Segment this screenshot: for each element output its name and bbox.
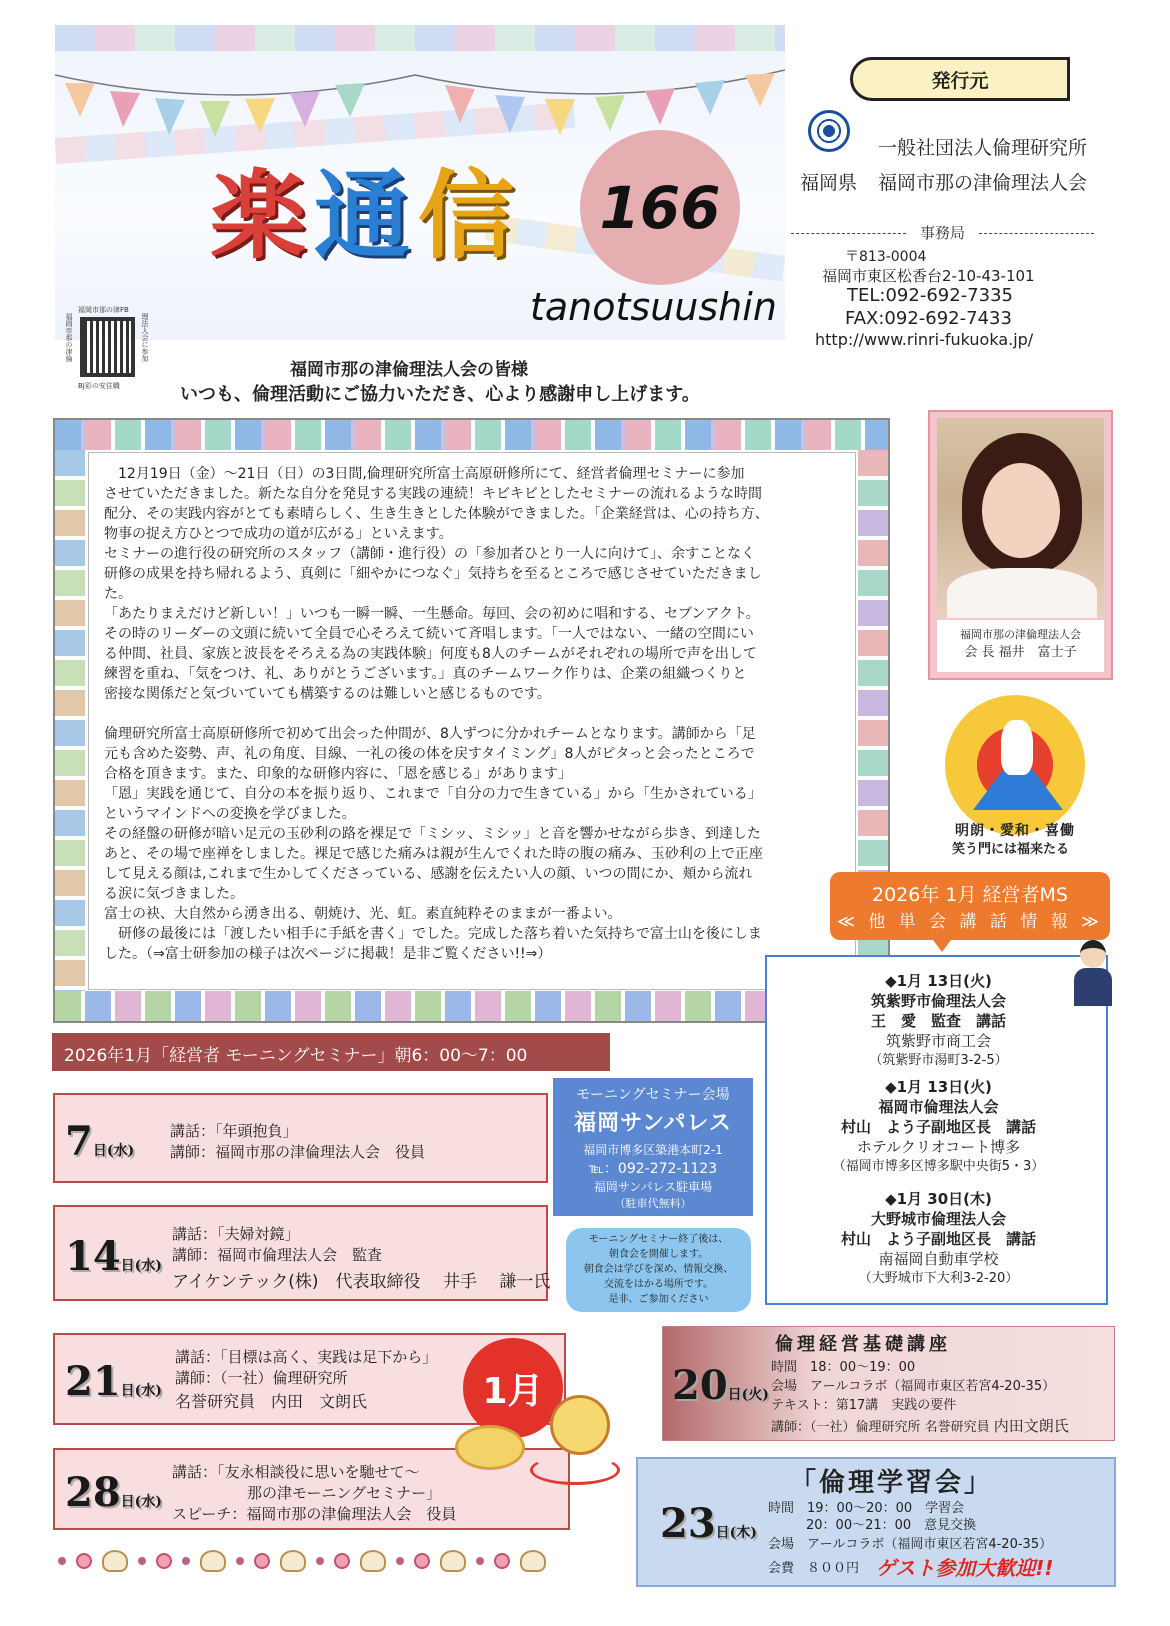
breakfast-line: 朝食会を開催します。 (608, 1249, 709, 1260)
basic-course-day-suffix: 日 (727, 1387, 742, 1403)
title-romaji: tanotsuushin (530, 285, 777, 329)
session-weekday: (水) (134, 1383, 162, 1399)
president-caption (937, 620, 1104, 672)
venue-address: 福岡市博多区築港本町2-1 (583, 1143, 723, 1157)
seminar-venue (553, 1078, 753, 1216)
basic-course-day (672, 1362, 769, 1409)
entry-speaker: 王 愛 監査 講話 (870, 1012, 1006, 1030)
entry-branch: 大野城市倫理法人会 (870, 1210, 1006, 1228)
session-day-number: 14 (65, 1233, 121, 1280)
study-group-fee: 会費 ８００円 (768, 1561, 860, 1576)
basic-course-venue: 会場 アールコラボ（福岡市東区若宮4-20-35） (771, 1379, 1056, 1394)
entry-speaker: 村山 よう子副地区長 講話 (840, 1118, 1036, 1136)
article-body (104, 464, 844, 964)
publisher-prefecture: 福岡県 (800, 172, 858, 194)
article-line: その経盤の研修が暗い足元の玉砂利の路を裸足で「ミシッ、ミシッ」と音を響かせながら歩き、到達した (104, 826, 761, 842)
publisher-badge: 発行元 (850, 57, 1070, 101)
basic-course-time: 時間 18：00～19：00 (771, 1360, 916, 1375)
other-branch-subtitle: ≪ 他 単 会 講 話 情 報 ≫ (837, 912, 1103, 932)
article-line: 倫理研究所富士高原研修所で初めて出会った仲間が、8人ずつに分かれチームとなります。講師から「足 (104, 726, 756, 742)
entry-place: ホテルクリオコート博多 (856, 1138, 1021, 1156)
basic-course-title: 倫理経営基礎講座 (775, 1334, 951, 1355)
session-day-suffix: 日 (120, 1258, 135, 1274)
newsletter-title (210, 140, 522, 277)
session-line: 那の津モーニングセミナー」 (172, 1484, 442, 1502)
article-line: 元も含めた姿勢、声、礼の角度、目線、一礼の後の体を戻すタイミング」8人がピタっと会ったところで (104, 746, 755, 762)
article-line: 「あたりまえだけど新しい！」いつも一瞬一瞬、一生懸命。毎回、会の初めに唱和する、セブンアクト。 (104, 606, 760, 622)
session-line: スピーチ：福岡市那の津倫理法人会 役員 (172, 1505, 457, 1523)
study-group-weekday: (木) (729, 1525, 757, 1541)
entry-branch: 筑紫野市倫理法人会 (870, 992, 1006, 1010)
entry-place-address: （福岡市博多区博多駅中央街5・3） (832, 1159, 1045, 1174)
issue-badge (580, 130, 740, 285)
article-line: した。（⇒富士研参加の様子は次ページに掲載！是非ご覧ください!!⇒） (104, 946, 552, 962)
other-branch-entry (767, 971, 1110, 1071)
other-branch-box (765, 955, 1108, 1305)
article-line: その時のリーダーの文頭に続いて全員で心そろえて続いて斉唱します。「一人ではない、一緒の空間にい (104, 626, 754, 642)
session-weekday: (水) (106, 1143, 135, 1159)
kagami-mochi-icon (102, 1550, 128, 1572)
session-line: 講師：（一社）倫理研究所 (175, 1369, 348, 1387)
article-line: 練習を重ね、「気をつけ、礼、ありがとうございます。」真のチームワーク作りは、企業の組織つくりと (104, 666, 747, 682)
article-line: セミナーの進行役の研究所のスタッフ（講師・進行役）の「参加者ひとり一人に向けて」、余すことなく (104, 546, 755, 562)
study-group-time-1: 時間 19：00～20：00 学習会 (768, 1501, 965, 1516)
article-line: 12月19日（金）～21日（日）の3日間,倫理研究所富士高原研修所にて、経営者倫理セミナーに参加 (104, 466, 745, 482)
article-line (104, 704, 844, 724)
motto-line-2: 笑う門には福来たる (952, 842, 1070, 857)
callout-tail (930, 936, 954, 952)
basic-course-day-number: 20 (672, 1362, 728, 1409)
session-line: 講話：「目標は高く、実践は足下から」 (175, 1348, 438, 1366)
session-line: 名誉研究員 内田 文朗氏 (175, 1392, 368, 1411)
article-line: あと、その場で座禅をしました。裸足で感じた痛みは親が生んでくれた時の腹の痛み、玉砂利の上で正座 (104, 846, 763, 862)
study-group-day-suffix: 日 (715, 1525, 730, 1541)
qr-code-icon (80, 317, 135, 377)
article-line: 研修の成果を持ち帰れるよう、真剣に「細やかにつなぐ」気持ちを至るところで感じさせていただきまし (104, 566, 762, 582)
session-day (65, 1358, 162, 1405)
office-zip: 〒813-0004 (845, 249, 927, 265)
article-line: 研修の最後には「渡したい相手に手紙を書く」でした。完成した落ち着いた気持ちで富士山を後にしま (104, 926, 762, 942)
rinri-seal-icon (808, 110, 850, 152)
office-fax: FAX:092-692-7433 (845, 308, 1012, 329)
greeting-line-1: 福岡市那の津倫理法人会の皆様 (290, 360, 528, 380)
study-group-day (660, 1500, 757, 1547)
entry-date: ◆1月 13日(火) (885, 972, 992, 990)
qr-caption-right: 理法人会に参加 (141, 313, 149, 362)
article-line: 物事の捉え方ひとつで成功の道が広がる」といえます。 (104, 526, 453, 542)
basic-course-lecturer-name: 内田文朗氏 (993, 1417, 1069, 1435)
other-branch-entry (767, 1077, 1110, 1177)
other-branch-callout (830, 872, 1110, 940)
article-line: させていただきました。新たな自分を発見する実践の連続！キビキビとしたセミナーの流れるような時間 (104, 486, 762, 502)
publisher-branch: 福岡市那の津倫理法人会 (878, 172, 1088, 194)
study-group-day-number: 23 (660, 1500, 716, 1547)
venue-parking: 福岡サンパレス駐車場 (593, 1180, 713, 1194)
session-day-number: 7 (65, 1118, 93, 1165)
office-label: 事務局 (770, 222, 1115, 243)
basic-course-weekday: (火) (741, 1387, 769, 1403)
session-weekday: (水) (134, 1494, 162, 1510)
session-day-number: 21 (65, 1358, 121, 1405)
session-day (65, 1118, 134, 1165)
motto-line-1: 明朗・愛和・喜働 (955, 823, 1075, 839)
flower-icon (76, 1553, 92, 1569)
entry-place: 南福岡自動車学校 (878, 1250, 999, 1268)
session-day-suffix: 日 (120, 1494, 135, 1510)
article-line: る仲間、社員、家族と波長をそろえる為の実践体験」何度も8人のチームがそれぞれの場所で声を出して (104, 646, 757, 662)
study-group-time-2: 20：00～21：00 意見交換 (806, 1518, 977, 1533)
entry-date: ◆1月 13日(火) (885, 1078, 992, 1096)
breakfast-line: 朝食会は学びを深め、情報交換、 (583, 1264, 734, 1275)
entry-branch: 福岡市倫理法人会 (878, 1098, 999, 1116)
entry-speaker: 村山 よう子副地区長 講話 (840, 1230, 1036, 1248)
venue-label: モーニングセミナー会場 (576, 1087, 730, 1103)
seminar-header: 2026年1月「経営者 モーニングセミナー」朝6：00～7：00 (52, 1033, 610, 1071)
qr-caption-top: 福岡市那の津FB (78, 306, 129, 314)
session-day (65, 1233, 162, 1280)
speaker-person-icon (1072, 940, 1112, 1006)
greeting-line-2: いつも、倫理活動にご協力いただき、心より感謝申し上げます。 (180, 384, 700, 405)
article-line: 配分、その実践内容がとても素晴らしく、生き生きとした体験ができました。「企業経営は、心の持ち方、 (104, 506, 769, 522)
session-day-number: 28 (65, 1469, 121, 1516)
article-line: 密接な関係だと気づいていても構築するのは難しいと感じるものです。 (104, 686, 551, 702)
issue-number: 166 (599, 173, 721, 242)
entry-place: 筑紫野市商工会 (885, 1032, 991, 1050)
article-line: 「恩」実践を通じて、自分の本を振り返り、これまで「自分の力で生きている」から「生かされている」 (104, 786, 762, 802)
session-line: 講話：「年頭抱負」 (170, 1122, 298, 1140)
entry-place-address: （筑紫野市湯町3-2-5） (869, 1053, 1008, 1068)
office-tel: TEL:092-692-7335 (847, 285, 1013, 306)
article-line: 富士の袂、大自然から湧き出る、朝焼け、光、虹。素直純粋そのままが一番よい。 (104, 906, 622, 922)
president-name: 会 長 福井 富士子 (964, 645, 1077, 660)
session-weekday: (水) (134, 1258, 162, 1274)
qr-caption-left: 福岡市那の津倫 (65, 313, 73, 362)
venue-name: 福岡サンパレス (574, 1111, 732, 1136)
qr-caption-bottom: BJ彩の安住職 (78, 382, 120, 390)
study-group-title: 「倫理学習会」 (790, 1468, 994, 1498)
president-photo (937, 418, 1104, 618)
session-line: 講師：福岡市倫理法人会 監査 (172, 1246, 383, 1264)
breakfast-line: 交流をはかる場所です。 (603, 1279, 714, 1290)
title-char-3: 信 (418, 160, 522, 272)
session-day-suffix: 日 (120, 1383, 135, 1399)
office-url[interactable]: http://www.rinri-fukuoka.jp/ (815, 330, 1034, 349)
qr-code[interactable] (60, 305, 150, 390)
session-line: 講師：福岡市那の津倫理法人会 役員 (170, 1143, 426, 1161)
session-line: 講話：「夫婦対鏡」 (172, 1225, 300, 1243)
session-line: 講話：「友永相談役に思いを馳せて～ (172, 1463, 420, 1481)
study-group-venue: 会場 アールコラボ（福岡市東区若宮4-20-35） (768, 1537, 1053, 1552)
entry-place-address: （大野城市下大利3-2-20） (858, 1271, 1019, 1286)
session-day (65, 1469, 162, 1516)
breakfast-line: 是非、ご参加ください (608, 1294, 709, 1305)
month-badge: 1月 (463, 1338, 563, 1438)
article-line: 合格を頂きます。また、印象的な研修内容に、「恩を感じる」があります」 (104, 766, 572, 782)
president-org: 福岡市那の津倫理法人会 (960, 628, 1081, 641)
guest-welcome: ゲスト参加大歓迎!! (876, 1556, 1054, 1580)
article-line: して見える顔は,これまで生かしてくださっている、感謝を伝えたい人の顔、いつの間にか、頬から流れ (104, 866, 753, 882)
session-day-suffix: 日 (92, 1143, 107, 1159)
publisher-org: 一般社団法人倫理研究所 (878, 137, 1088, 159)
breakfast-bubble (566, 1228, 751, 1312)
article-line: というマインドへの変換を学びました。 (104, 806, 356, 822)
entry-date: ◆1月 30日(木) (885, 1190, 992, 1208)
other-branch-entry (767, 1189, 1110, 1289)
title-char-2: 通 (314, 160, 418, 272)
venue-parking-fee: （駐車代無料） (614, 1197, 692, 1210)
basic-course-text: テキスト：第17講 実践の要件 (771, 1398, 957, 1413)
title-char-1: 楽 (210, 160, 314, 272)
other-branch-title: 2026年 1月 経営者MS (872, 884, 1068, 906)
article-line: る涙に気づきました。 (104, 886, 244, 902)
breakfast-line: モーニングセミナー終了後は、 (588, 1234, 729, 1245)
article-line: た。 (104, 586, 132, 602)
spinning-top-icon (455, 1395, 635, 1490)
bottom-ornament (58, 1550, 598, 1584)
office-address: 福岡市東区松香台2-10-43-101 (822, 267, 1035, 285)
session-line: アイケンテック(株) 代表取締役 井手 謙一氏 (172, 1272, 551, 1292)
venue-tel: ℡：092-272-1123 (588, 1161, 718, 1177)
basic-course-lecturer: 講師：（一社）倫理研究所 名誉研究員 内田文朗氏 (771, 1417, 1069, 1435)
